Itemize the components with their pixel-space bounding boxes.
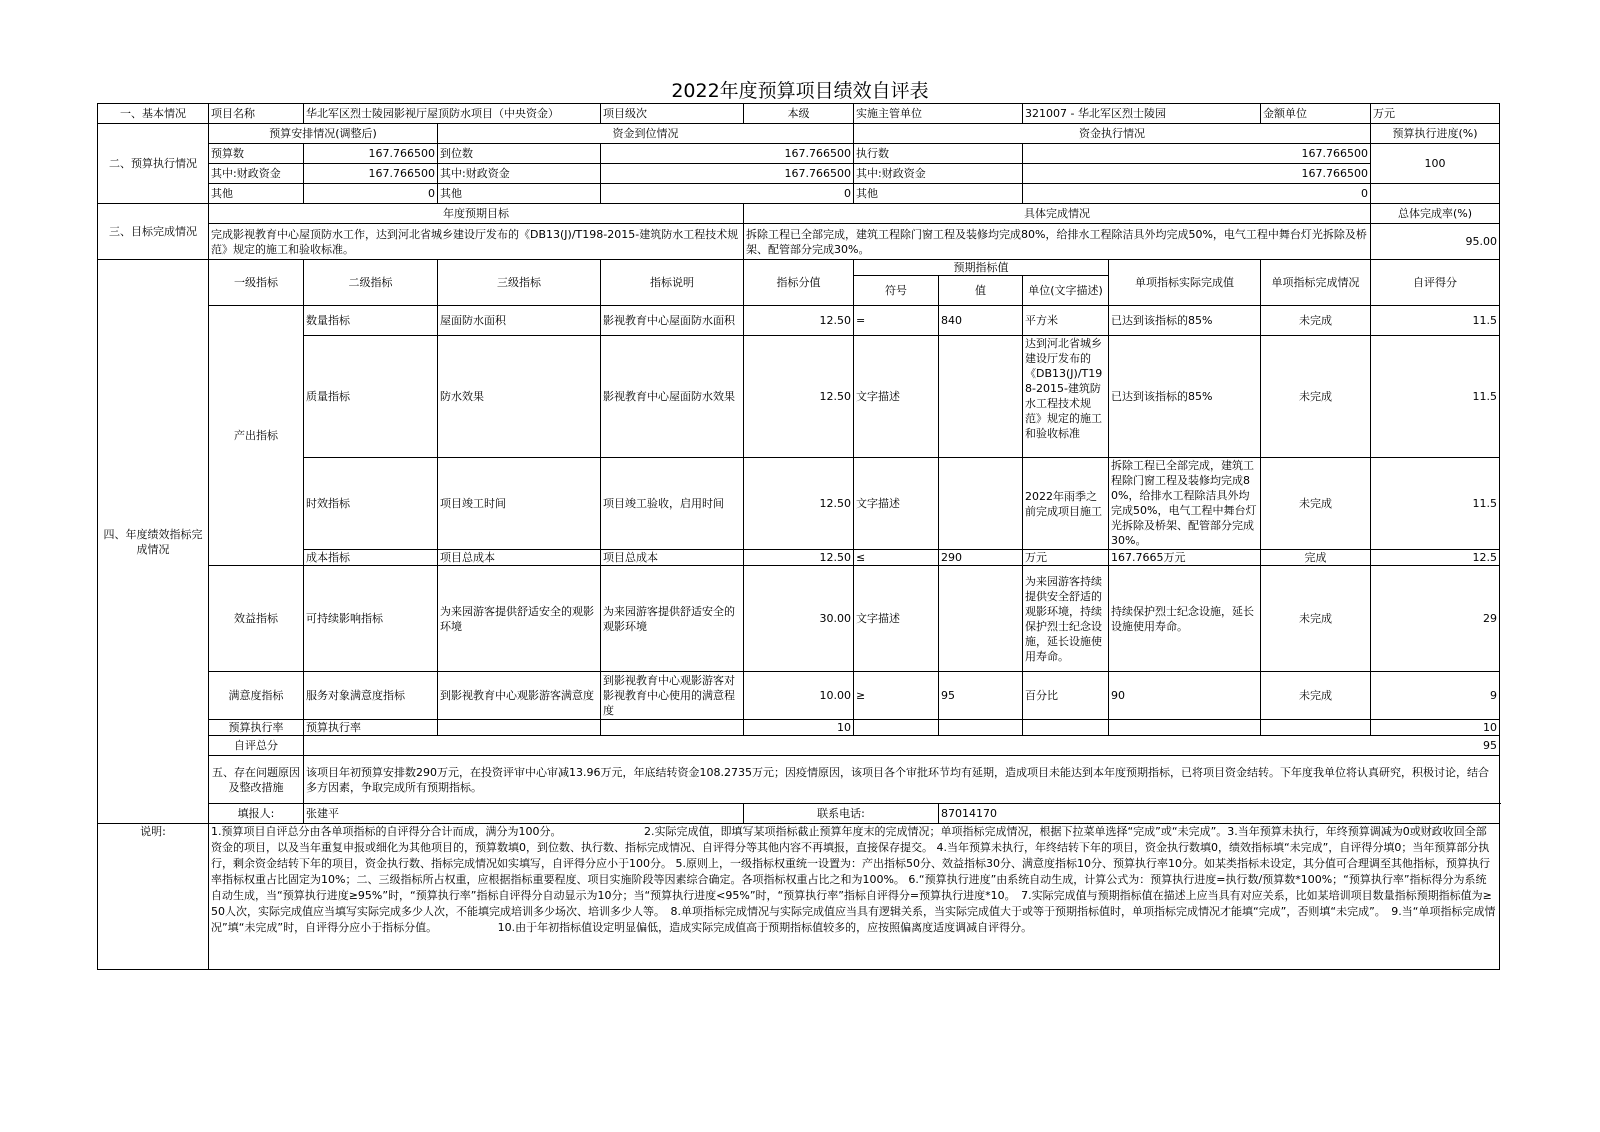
header-detail: 具体完成情况 <box>744 204 1371 224</box>
indicator-status: 未完成 <box>1261 458 1371 550</box>
group-benefit: 效益指标 <box>209 566 304 672</box>
indicator-score: 9 <box>1371 672 1500 720</box>
indicator-unit: 为来园游客持续提供安全舒适的观影环境，持续保护烈士纪念设施，延长设施使用寿命。 <box>1023 566 1109 672</box>
header-score: 自评得分 <box>1371 260 1500 306</box>
problems-text: 该项目年初预算安排数290万元，在投资评审中心审减13.96万元，年底结转资金108.2735万元；因疫情原因，该项目各个审批环节均有延期，造成项目未能达到本年度预期指标，已将项目资金结转。下年度我单位将认真研究，积极讨论，结合多方因素，争取完成所有预期指标。 <box>304 756 1500 804</box>
indicator-unit: 平方米 <box>1023 306 1109 336</box>
indicator-desc: 到影视教育中心观影游客对影视教育中心使用的满意程度 <box>601 672 744 720</box>
exec-rate-level2: 预算执行率 <box>304 720 438 736</box>
indicator-desc: 项目总成本 <box>601 550 744 566</box>
phone-label: 联系电话: <box>744 804 939 824</box>
filler-value: 张建平 <box>304 804 744 824</box>
indicator-score: 11.5 <box>1371 336 1500 458</box>
budget-other-value: 0 <box>304 184 438 204</box>
notes-text: 1.预算项目自评总分由各单项指标的自评得分合计而成，满分为100分。 2.实际完成值，即填写某项指标截止预算年度末的完成情况；单项指标完成情况，根据下拉菜单选择“完成”或“未完成”。3.当年预算未执行，年终预算调减为0或财政收回全部资金的项目，以及当年重复申报或细化为其他项目的，预算数填0，到位数、执行数、指标完成情况、自评得分等其他内容不再填报，直接保存提交。 4.当年预算未执行，年终结转下年的项目，资金执行数填0，绩效指标填“未完成”，自评得分填0；当年预算部分执行，剩余资金结转下年的项目，资金执行数、指标完成情况如实填写，自评得分应小于100分。 5.原则上，一级指标权重统一设置为：产出指标50分、效益指标30分、满意度指标10分、预算执行率10分。如某类指标未设定，其分值可合理调至其他指标，预算执行率指标权重占比固定为10%；二、三级指标所占权重，应根据指标重要程度、项目实施阶段等因素综合确定。各项指标权重占比之和为100%。 6.“预算执行进度”由系统自动生成，计算公式为：预算执行进度=执行数/预算数*100%；“预算执行率”指标得分为系统自动生成，当“预算执行进度≥95%”时，“预算执行率”指标自评得分自动显示为10分；当“预算执行进度<95%”时，“预算执行率”指标自评得分=预算执行进度*10。 7.实际完成值与预期指标值在描述上应当具有对应关系，比如某培训项目数量指标预期指标值为≥50人次，实际完成值应当填写实际完成多少人次，不能填完成培训多少场次、培训多少人等。 8.单项指标完成情况与实际完成值应当具有逻辑关系，当实际完成值大于或等于预期指标值时，单项指标完成情况才能填“完成”，否则填“未完成”。 9.当“单项指标完成情况”填“未完成”时，自评得分应小于指标分值。 10.由于年初指标值设定明显偏低，造成实际完成值高于预期指标值较多的，应按照偏离度适度调减自评得分。 <box>209 824 1500 970</box>
executed-other-value: 0 <box>1023 184 1371 204</box>
indicator-score: 29 <box>1371 566 1500 672</box>
indicator-desc: 为来园游客提供舒适安全的观影环境 <box>601 566 744 672</box>
arrived-label: 到位数 <box>438 144 601 164</box>
annual-goal-text: 完成影视教育中心屋顶防水工作，达到河北省城乡建设厅发布的《DB13(J)/T198-2015-建筑防水工程技术规范》规定的施工和验收标准。 <box>209 224 744 260</box>
amount-unit-label: 金额单位 <box>1261 104 1371 124</box>
evaluation-table <box>97 103 1500 970</box>
indicator-actual: 90 <box>1109 672 1261 720</box>
indicator-weight: 12.50 <box>744 458 854 550</box>
arrived-fiscal-label: 其中:财政资金 <box>438 164 601 184</box>
indicator-unit: 万元 <box>1023 550 1109 566</box>
total-score-value: 95 <box>304 736 1500 756</box>
header-status: 单项指标完成情况 <box>1261 260 1371 306</box>
indicator-level3: 屋面防水面积 <box>438 306 601 336</box>
indicator-level3: 项目总成本 <box>438 550 601 566</box>
dept-value: 321007 - 华北军区烈士陵园 <box>1023 104 1261 124</box>
indicator-value <box>939 566 1023 672</box>
empty-cell <box>1261 720 1371 736</box>
arrived-value: 167.766500 <box>601 144 854 164</box>
indicator-level3: 防水效果 <box>438 336 601 458</box>
indicator-level3: 为来园游客提供舒适安全的观影环境 <box>438 566 601 672</box>
empty-cell <box>1023 720 1109 736</box>
budget-fiscal-value: 167.766500 <box>304 164 438 184</box>
header-weight: 指标分值 <box>744 260 854 306</box>
progress-value: 100 <box>1371 144 1500 184</box>
indicator-status: 未完成 <box>1261 566 1371 672</box>
filler-label: 填报人: <box>209 804 304 824</box>
amount-unit-value: 万元 <box>1371 104 1500 124</box>
empty-cell <box>601 720 744 736</box>
indicator-level2: 服务对象满意度指标 <box>304 672 438 720</box>
budget-fiscal-label: 其中:财政资金 <box>209 164 304 184</box>
header-overall-rate: 总体完成率(%) <box>1371 204 1500 224</box>
executed-fiscal-value: 167.766500 <box>1023 164 1371 184</box>
empty-cell <box>939 720 1023 736</box>
total-score-label: 自评总分 <box>209 736 304 756</box>
page-title: 2022年度预算项目绩效自评表 <box>671 80 929 102</box>
exec-rate-weight: 10 <box>744 720 854 736</box>
indicator-symbol: 文字描述 <box>854 458 939 550</box>
indicator-actual: 167.7665万元 <box>1109 550 1261 566</box>
arrived-other-value: 0 <box>601 184 854 204</box>
indicator-score: 11.5 <box>1371 306 1500 336</box>
indicator-desc: 影视教育中心屋面防水效果 <box>601 336 744 458</box>
header-annual-goal: 年度预期目标 <box>209 204 744 224</box>
dept-label: 实施主管单位 <box>854 104 1023 124</box>
project-name-label: 项目名称 <box>209 104 304 124</box>
indicator-unit: 达到河北省城乡建设厅发布的《DB13(J)/T198-2015-建筑防水工程技术规范》规定的施工和验收标准 <box>1023 336 1109 458</box>
indicator-unit: 2022年雨季之前完成项目施工 <box>1023 458 1109 550</box>
header-arranged: 预算安排情况(调整后) <box>209 124 438 144</box>
section-problems: 五、存在问题原因及整改措施 <box>209 756 304 804</box>
phone-value: 87014170 <box>939 804 1500 824</box>
indicator-actual: 持续保护烈士纪念设施，延长设施使用寿命。 <box>1109 566 1261 672</box>
section-target: 三、目标完成情况 <box>98 204 209 260</box>
indicator-level2: 质量指标 <box>304 336 438 458</box>
indicator-value: 840 <box>939 306 1023 336</box>
indicator-actual: 已达到该指标的85% <box>1109 306 1261 336</box>
project-level-label: 项目级次 <box>601 104 744 124</box>
budget-value: 167.766500 <box>304 144 438 164</box>
project-name-value: 华北军区烈士陵园影视厅屋顶防水项目（中央资金） <box>304 104 601 124</box>
exec-rate-score: 10 <box>1371 720 1500 736</box>
indicator-symbol: 文字描述 <box>854 566 939 672</box>
indicator-weight: 10.00 <box>744 672 854 720</box>
indicator-symbol: = <box>854 306 939 336</box>
executed-label: 执行数 <box>854 144 1023 164</box>
budget-other-label: 其他 <box>209 184 304 204</box>
progress-empty-cell <box>1371 184 1500 204</box>
completion-detail-text: 拆除工程已全部完成，建筑工程除门窗工程及装修均完成80%，给排水工程除洁具外均完成50%，电气工程中舞台灯光拆除及桥架、配管部分完成30%。 <box>744 224 1371 260</box>
header-level3: 三级指标 <box>438 260 601 306</box>
empty-cell <box>438 720 601 736</box>
arrived-other-label: 其他 <box>438 184 601 204</box>
indicator-score: 12.5 <box>1371 550 1500 566</box>
header-executed: 资金执行情况 <box>854 124 1371 144</box>
executed-other-label: 其他 <box>854 184 1023 204</box>
indicator-actual: 拆除工程已全部完成，建筑工程除门窗工程及装修均完成80%，给排水工程除洁具外均完成50%，电气工程中舞台灯光拆除及桥架、配管部分完成30%。 <box>1109 458 1261 550</box>
indicator-value: 95 <box>939 672 1023 720</box>
header-progress: 预算执行进度(%) <box>1371 124 1500 144</box>
indicator-desc: 项目竣工验收，启用时间 <box>601 458 744 550</box>
indicator-weight: 12.50 <box>744 550 854 566</box>
section-basic: 一、基本情况 <box>98 104 209 124</box>
indicator-weight: 12.50 <box>744 336 854 458</box>
indicator-status: 完成 <box>1261 550 1371 566</box>
notes-label: 说明: <box>98 824 209 970</box>
indicator-level3: 项目竣工时间 <box>438 458 601 550</box>
indicator-status: 未完成 <box>1261 672 1371 720</box>
indicator-value: 290 <box>939 550 1023 566</box>
header-desc: 指标说明 <box>601 260 744 306</box>
indicator-level3: 到影视教育中心观影游客满意度 <box>438 672 601 720</box>
header-value: 值 <box>939 276 1023 306</box>
header-arrived: 资金到位情况 <box>438 124 854 144</box>
section-indicators: 四、年度绩效指标完成情况 <box>98 260 209 824</box>
overall-rate-value: 95.00 <box>1371 224 1500 260</box>
indicator-unit: 百分比 <box>1023 672 1109 720</box>
empty-cell <box>1109 720 1261 736</box>
indicator-level2: 时效指标 <box>304 458 438 550</box>
indicator-desc: 影视教育中心屋面防水面积 <box>601 306 744 336</box>
indicator-symbol: ≤ <box>854 550 939 566</box>
group-output: 产出指标 <box>209 306 304 566</box>
indicator-value <box>939 458 1023 550</box>
group-satisfaction: 满意度指标 <box>209 672 304 720</box>
indicator-value <box>939 336 1023 458</box>
indicator-level2: 数量指标 <box>304 306 438 336</box>
arrived-fiscal-value: 167.766500 <box>601 164 854 184</box>
indicator-level2: 成本指标 <box>304 550 438 566</box>
empty-cell <box>854 720 939 736</box>
indicator-symbol: 文字描述 <box>854 336 939 458</box>
header-unit: 单位(文字描述) <box>1023 276 1109 306</box>
project-level-value: 本级 <box>744 104 854 124</box>
indicator-actual: 已达到该指标的85% <box>1109 336 1261 458</box>
section-budget: 二、预算执行情况 <box>98 124 209 204</box>
executed-value: 167.766500 <box>1023 144 1371 164</box>
indicator-weight: 12.50 <box>744 306 854 336</box>
header-level2: 二级指标 <box>304 260 438 306</box>
budget-label: 预算数 <box>209 144 304 164</box>
indicator-symbol: ≥ <box>854 672 939 720</box>
indicator-score: 11.5 <box>1371 458 1500 550</box>
exec-rate-label: 预算执行率 <box>209 720 304 736</box>
header-expected: 预期指标值 <box>854 260 1109 276</box>
indicator-status: 未完成 <box>1261 336 1371 458</box>
executed-fiscal-label: 其中:财政资金 <box>854 164 1023 184</box>
header-level1: 一级指标 <box>209 260 304 306</box>
indicator-status: 未完成 <box>1261 306 1371 336</box>
header-actual: 单项指标实际完成值 <box>1109 260 1261 306</box>
header-symbol: 符号 <box>854 276 939 306</box>
indicator-level2: 可持续影响指标 <box>304 566 438 672</box>
indicator-weight: 30.00 <box>744 566 854 672</box>
